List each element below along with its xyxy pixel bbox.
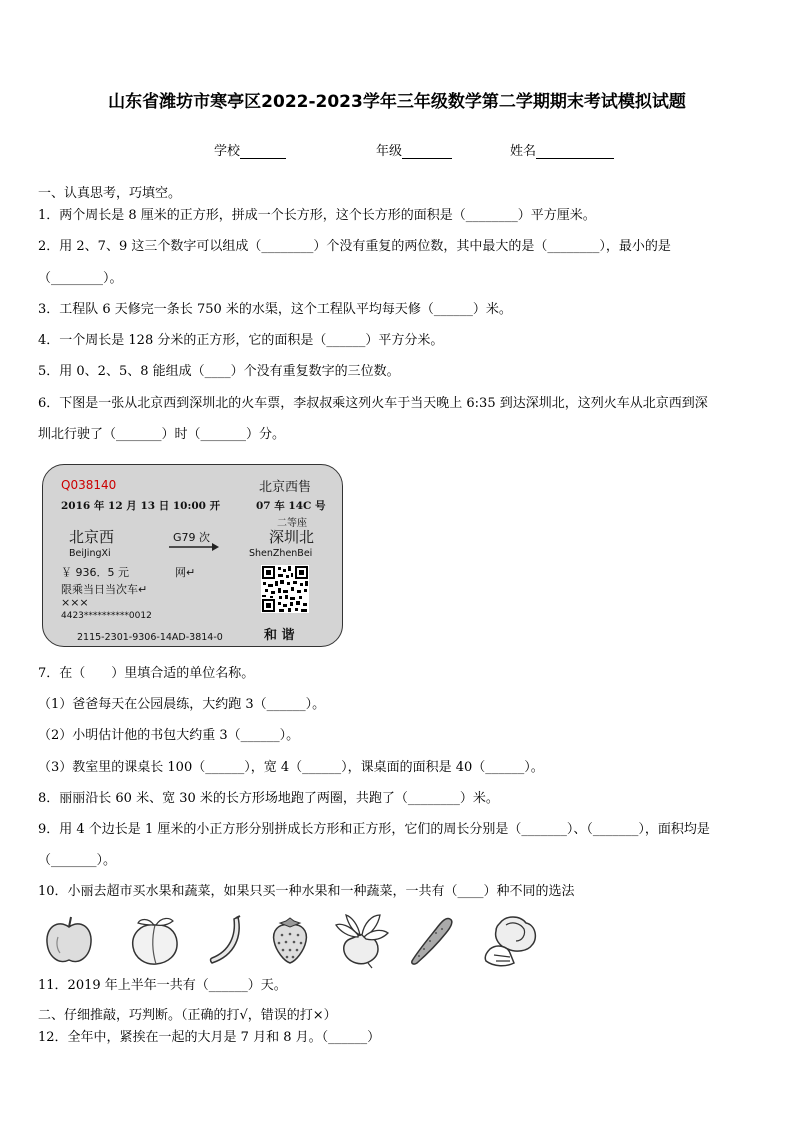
ticket-datetime: 2016 年 12 月 13 日 10:00 开 bbox=[61, 500, 221, 512]
question-7-1: （1）爸爸每天在公园晨练，大约跑 3（______）。 bbox=[38, 697, 326, 712]
strawberry-icon bbox=[270, 917, 310, 965]
grade-field bbox=[376, 140, 452, 159]
name-label: 姓名 bbox=[510, 144, 537, 159]
ticket-station-sold: 北京西售 bbox=[259, 480, 312, 495]
section-heading-1: 一、认真思考，巧填空。 bbox=[38, 186, 182, 201]
ticket-brand: 和 谐 bbox=[264, 628, 295, 643]
question-9: 9．用 4 个边长是 1 厘米的小正方形分别拼成长方形和正方形，它们的周长分别是（_______）、（_______），面积均是 bbox=[38, 822, 710, 837]
name-blank[interactable] bbox=[536, 146, 614, 159]
banana-icon bbox=[206, 915, 246, 967]
ticket-price: ￥ 936．5 元 bbox=[61, 566, 129, 579]
school-field bbox=[214, 140, 286, 159]
question-11: 11．2019 年上半年一共有（______）天。 bbox=[38, 978, 287, 993]
cucumber-icon bbox=[406, 915, 456, 967]
ticket-name: ××× bbox=[61, 596, 89, 609]
cabbage-icon bbox=[480, 913, 540, 969]
ticket-to: 深圳北 bbox=[269, 528, 315, 546]
ticket-to-pinyin: ShenZhenBei bbox=[249, 548, 313, 559]
page-title: 山东省潍坊市寒亭区2022-2023学年三年级数学第二学期期末考试模拟试题 bbox=[108, 92, 686, 112]
ticket-from-pinyin: BeiJingXi bbox=[69, 548, 111, 559]
question-5: 5．用 0、2、5、8 能组成（____）个没有重复数字的三位数。 bbox=[38, 364, 400, 379]
train-ticket bbox=[42, 464, 343, 647]
question-10: 10．小丽去超市买水果和蔬菜，如果只买一种水果和一种蔬菜，一共有（____）种不同的选法 bbox=[38, 884, 575, 899]
ticket-seat: 07 车 14C 号 bbox=[256, 500, 326, 512]
question-6: 6．下图是一张从北京西到深圳北的火车票，李叔叔乘这列火车于当天晚上 6:35 到达深圳北，这列火车从北京西到深 bbox=[38, 396, 708, 411]
question-12: 12．全年中，紧挨在一起的大月是 7 月和 8 月。（______） bbox=[38, 1030, 381, 1045]
question-6-cont: 圳北行驶了（_______）时（_______）分。 bbox=[38, 427, 286, 442]
school-blank[interactable] bbox=[240, 146, 286, 159]
ticket-code: Q038140 bbox=[61, 478, 117, 492]
ticket-train: G79 次 bbox=[173, 531, 211, 544]
question-9-cont: （_______）。 bbox=[38, 853, 117, 868]
question-7: 7．在（ ）里填合适的单位名称。 bbox=[38, 666, 255, 681]
qr-code-icon bbox=[261, 565, 309, 613]
question-8: 8．丽丽沿长 60 米、宽 30 米的长方形场地跑了两圈，共跑了（________）米。 bbox=[38, 791, 499, 806]
grade-label: 年级 bbox=[376, 144, 403, 159]
section-heading-2: 二、仔细推敲，巧判断。（正确的打√，错误的打×） bbox=[38, 1008, 337, 1023]
ticket-note: 限乘当日当次车↵ bbox=[61, 583, 148, 596]
question-2: 2．用 2、7、9 这三个数字可以组成（________）个没有重复的两位数，其中最大的是（________），最小的是 bbox=[38, 239, 671, 254]
school-label: 学校 bbox=[214, 144, 241, 159]
ticket-class: 二等座 bbox=[277, 518, 307, 529]
question-1: 1．两个周长是 8 厘米的正方形，拼成一个长方形，这个长方形的面积是（________）平方厘米。 bbox=[38, 208, 596, 223]
question-7-2: （2）小明估计他的书包大约重 3（______）。 bbox=[38, 728, 300, 743]
grade-blank[interactable] bbox=[402, 146, 452, 159]
name-field bbox=[510, 140, 614, 159]
question-7-3: （3）教室里的课桌长 100（______），宽 4（______），课桌面的面积是 40（______）。 bbox=[38, 760, 544, 775]
question-3: 3．工程队 6 天修完一条长 750 米的水渠，这个工程队平均每天修（______）米。 bbox=[38, 302, 512, 317]
apple-icon bbox=[44, 915, 94, 967]
ticket-id: 4423**********0012 bbox=[61, 611, 152, 621]
arrow-icon bbox=[169, 543, 219, 551]
ticket-serial: 2115-2301-9306-14AD-3814-0 bbox=[77, 632, 223, 643]
peach-icon bbox=[128, 915, 182, 967]
question-2-cont: （________）。 bbox=[38, 271, 123, 286]
ticket-net: 网↵ bbox=[175, 566, 196, 579]
question-4: 4．一个周长是 128 分米的正方形，它的面积是（______）平方分米。 bbox=[38, 333, 444, 348]
radish-icon bbox=[332, 913, 390, 969]
ticket-from: 北京西 bbox=[69, 528, 115, 546]
